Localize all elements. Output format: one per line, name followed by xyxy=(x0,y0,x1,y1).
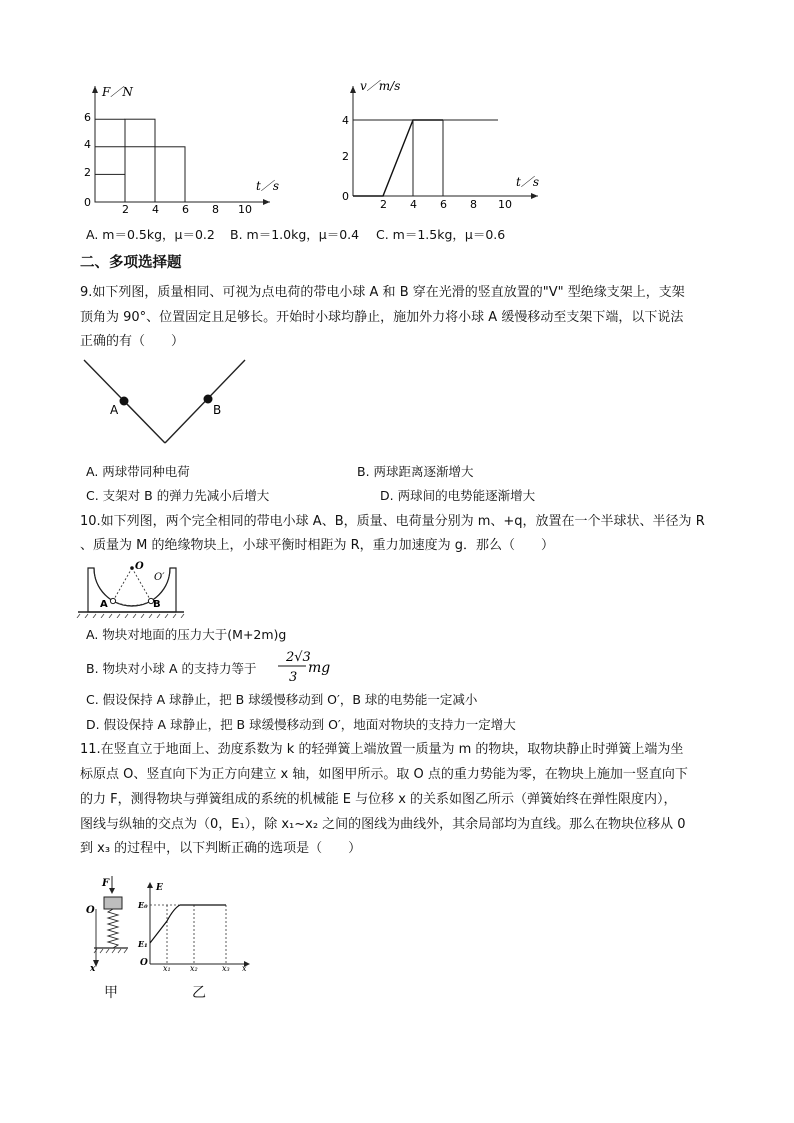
label-o: O xyxy=(86,905,95,916)
block xyxy=(104,897,122,909)
q9-option-d: D. 两球间的电势能逐渐增大 xyxy=(380,488,536,503)
ball-a xyxy=(120,397,129,406)
x-tick-8: 8 xyxy=(212,203,219,215)
q9-option-b: B. 两球距离逐渐增大 xyxy=(357,464,474,479)
f-axis-label: F／N xyxy=(102,85,133,99)
x-tick-4: 4 xyxy=(410,198,417,211)
radius-oa xyxy=(113,568,132,601)
q11-text-line-4: 图线与纵轴的交点为（0，E₁），除 x₁~x₂ 之间的图线为曲线外，其余局部均为直线。那么在物块位移从 0 xyxy=(80,817,686,832)
y-tick-6: 6 xyxy=(84,111,91,124)
ground-hatch xyxy=(94,949,127,953)
q10-option-c: C. 假设保持 A 球静止，把 B 球缓慢移动到 O′，B 球的电势能一定减小 xyxy=(86,692,478,707)
x-tick-2: 2 xyxy=(380,198,387,211)
fraction-denominator: 3 xyxy=(289,670,298,685)
q9-text-line-3: 正确的有（ ） xyxy=(80,334,185,349)
spring-figure xyxy=(82,872,130,972)
velocity-line xyxy=(353,120,443,196)
q8-option-b: B. m＝1.0kg，μ＝0.4 xyxy=(230,227,360,242)
step-segment-2 xyxy=(155,147,185,202)
label-x: x xyxy=(242,964,247,972)
q10-option-a: A. 物块对地面的压力大于(M+2m)g xyxy=(86,627,287,642)
label-o-prime: O′ xyxy=(154,572,165,583)
center-o xyxy=(130,566,134,570)
y-tick-4: 4 xyxy=(342,114,349,127)
q9-text-line-1: 9.如下列图，质量相同、可视为点电荷的带电小球 A 和 B 穿在光滑的竖直放置的"V" 型绝缘支架上，支架 xyxy=(80,285,685,300)
y-axis-arrow xyxy=(350,86,356,93)
y-tick-0: 0 xyxy=(342,190,349,203)
label-b: B xyxy=(213,403,222,417)
x-tick-8: 8 xyxy=(470,198,477,211)
t-axis-label: t／s xyxy=(516,175,539,189)
caption-jia: 甲 xyxy=(104,985,118,1001)
x-tick-10: 10 xyxy=(238,203,252,215)
f-t-graph xyxy=(80,80,280,215)
q10-option-d: D. 假设保持 A 球静止，把 B 球缓慢移动到 O′，地面对物块的支持力一定增大 xyxy=(86,717,516,732)
q8-option-c: C. m＝1.5kg，μ＝0.6 xyxy=(376,227,506,242)
q10-text-line-2: 、质量为 M 的绝缘物块上，小球平衡时相距为 R，重力加速度为 g．那么（ ） xyxy=(80,538,555,553)
label-e0: E₀ xyxy=(138,900,148,910)
label-a: A xyxy=(100,599,108,610)
v-frame-figure xyxy=(80,356,255,456)
label-x: x xyxy=(90,964,96,972)
y-tick-2: 2 xyxy=(84,166,91,179)
caption-yi: 乙 xyxy=(192,985,206,1001)
label-e1: E₁ xyxy=(138,939,148,949)
q11-text-line-5: 到 x₃ 的过程中，以下判断正确的选项是（ ） xyxy=(80,841,362,856)
y-tick-0: 0 xyxy=(84,196,91,209)
q9-text-line-2: 顶角为 90°、位置固定且足够长。开始时小球均静止，施加外力将小球 A 缓慢移动至支架下端，以下说法 xyxy=(80,310,684,325)
label-e: E xyxy=(156,883,163,893)
ball-b xyxy=(204,395,213,404)
y-tick-2: 2 xyxy=(342,150,349,163)
x-tick-2: 2 xyxy=(122,203,129,215)
x-tick-4: 4 xyxy=(152,203,159,215)
q9-option-c: C. 支架对 B 的弹力先减小后增大 xyxy=(86,488,270,503)
section-title: 二、多项选择题 xyxy=(80,255,182,271)
fraction-suffix: mg xyxy=(308,660,331,676)
q10-text-line-1: 10.如下列图，两个完全相同的带电小球 A、B，质量、电荷量分别为 m、+q，放置在一个半球状、半径为 R xyxy=(80,514,705,529)
q9-option-a: A. 两球带同种电荷 xyxy=(86,464,190,479)
v-axis-label: v／m/s xyxy=(360,80,401,93)
t-axis-label: t／s xyxy=(256,179,279,193)
hemisphere-figure xyxy=(76,560,188,618)
x-tick-10: 10 xyxy=(498,198,512,211)
q11-text-line-3: 的力 F，测得物块与弹簧组成的系统的机械能 E 与位移 x 的关系如图乙所示（弹簧始终在弹性限度内）， xyxy=(80,792,677,807)
x-axis-arrow xyxy=(531,193,538,199)
y-axis-arrow xyxy=(92,86,98,93)
label-x3: x₃ xyxy=(222,964,230,972)
e-curve xyxy=(150,905,226,943)
q8-option-a: A. m＝0.5kg，μ＝0.2 xyxy=(86,227,215,242)
label-x2: x₂ xyxy=(190,964,198,972)
label-x1: x₁ xyxy=(163,964,171,972)
step-segment-1 xyxy=(125,119,155,202)
q10-option-b: B. 物块对小球 A 的支持力等于 xyxy=(86,661,257,676)
v-t-graph xyxy=(338,80,548,215)
radius-ob xyxy=(132,568,151,601)
q10-option-b-fraction xyxy=(272,646,332,686)
y-tick-4: 4 xyxy=(84,138,91,151)
label-origin: O xyxy=(140,958,148,968)
label-a: A xyxy=(110,403,119,417)
e-axis-arrow xyxy=(147,882,153,888)
step-segment-0 xyxy=(95,174,125,202)
fraction-numerator: 2√3 xyxy=(286,650,311,665)
force-arrowhead xyxy=(109,888,115,894)
q11-text-line-2: 标原点 O、竖直向下为正方向建立 x 轴，如图甲所示。取 O 点的重力势能为零，在物块上施加一竖直向下 xyxy=(80,767,688,782)
label-b: B xyxy=(153,599,161,610)
ball-a xyxy=(110,598,115,603)
spring xyxy=(108,909,118,948)
ground-hatch xyxy=(77,614,184,618)
x-tick-6: 6 xyxy=(440,198,447,211)
e-x-graph xyxy=(136,880,254,972)
label-o: O xyxy=(135,561,144,572)
x-tick-6: 6 xyxy=(182,203,189,215)
label-f: F xyxy=(102,878,110,889)
q11-text-line-1: 11.在竖直立于地面上、劲度系数为 k 的轻弹簧上端放置一质量为 m 的物块，取物块静止时弹簧上端为坐 xyxy=(80,742,684,757)
x-axis-arrow xyxy=(263,199,270,205)
